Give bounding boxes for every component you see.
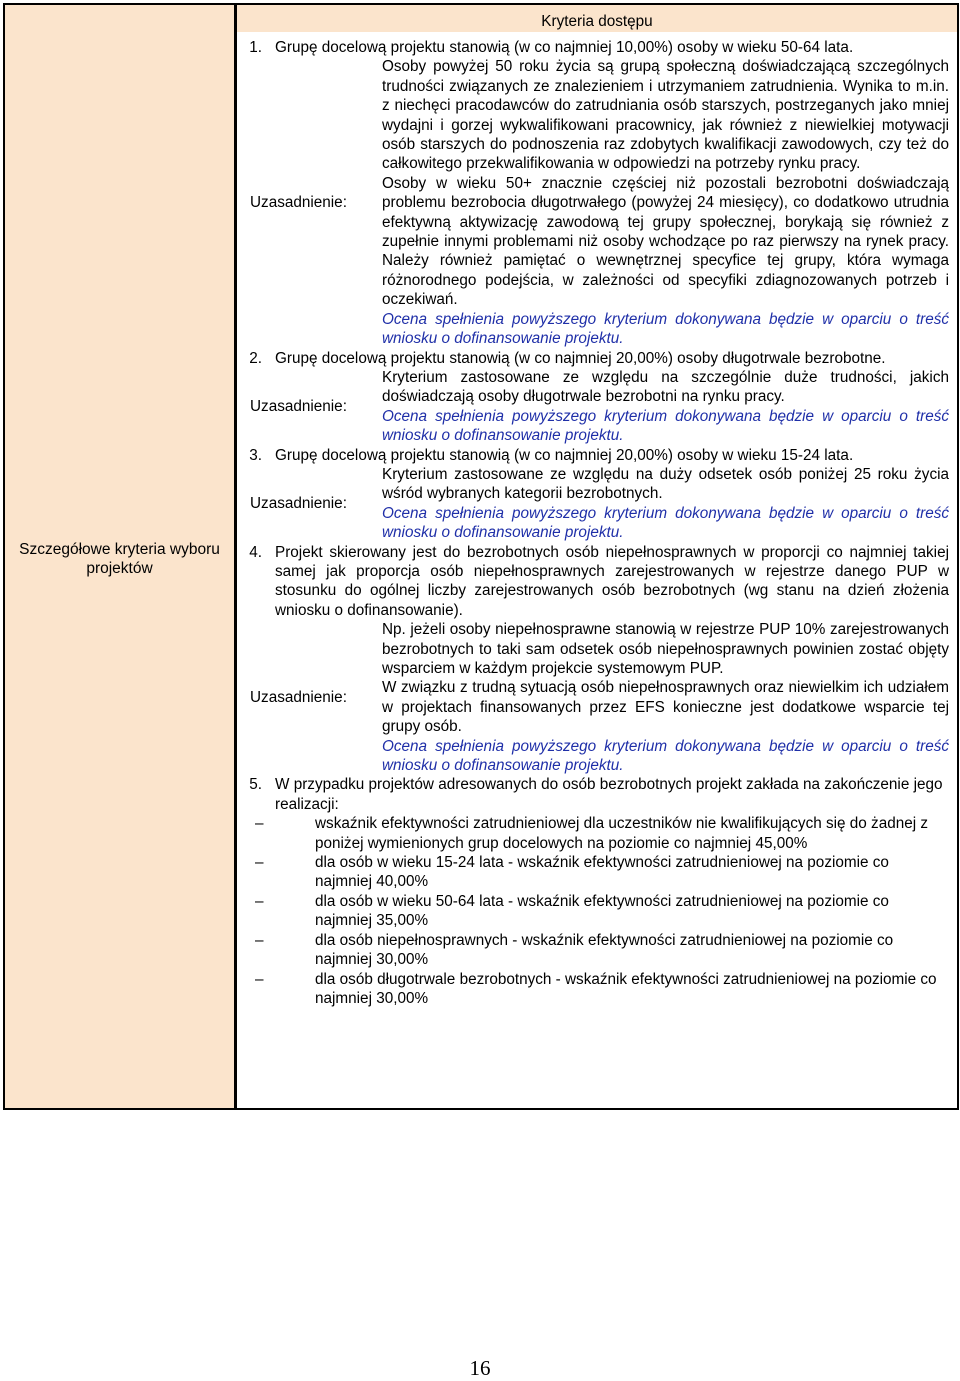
justification-label: Uzasadnienie: <box>250 194 347 212</box>
justification-label: Uzasadnienie: <box>250 398 347 416</box>
dash-bullet: – <box>255 854 264 872</box>
criteria-table <box>3 3 959 1110</box>
list-item <box>237 853 949 892</box>
justification-body <box>382 620 949 775</box>
evaluation-note: Ocena spełnienia powyższego kryterium dokonywana będzie w oparciu o treść wniosku o dofinansowanie projektu. <box>382 504 949 542</box>
criterion-item <box>249 775 949 814</box>
criteria-content <box>237 32 957 1008</box>
section-header: Kryteria dostępu <box>237 5 957 32</box>
list-item <box>237 892 949 931</box>
justification-paragraph: Kryterium zastosowane ze względu na szczególnie duże trudności, jakich doświadczają osoby długotrwale bezrobotni na rynku pracy. <box>382 368 949 406</box>
criterion-text: W przypadku projektów adresowanych do osób bezrobotnych projekt zakłada na zakończenie jego realizacji: <box>275 776 943 813</box>
criterion-text: Grupę docelową projektu stanowią (w co najmniej 20,00%) osoby w wieku 15-24 lata. <box>275 446 854 464</box>
evaluation-note: Ocena spełnienia powyższego kryterium dokonywana będzie w oparciu o treść wniosku o dofinansowanie projektu. <box>382 407 949 445</box>
justification-paragraph: W związku z trudną sytuacją osób niepełnosprawnych oraz niewielkim ich udziałem w projektach finansowanych przez EFS konieczne jest dodatkowe wsparcie tej grupy osób. <box>382 679 949 736</box>
justification-label: Uzasadnienie: <box>250 495 347 513</box>
dash-bullet: – <box>255 970 264 988</box>
criterion-number: 3. <box>249 446 262 464</box>
list-item-text: wskaźnik efektywności zatrudnieniowej dla uczestników nie kwalifikujących się do żadnej z poniżej wymienionych grup docelowych na poziomie co najmniej 45,00% <box>315 815 929 852</box>
page-number: 16 <box>469 1356 491 1380</box>
list-item-text: dla osób długotrwale bezrobotnych - wskaźnik efektywności zatrudnieniowej na poziomie co najmniej 30,00% <box>315 970 937 1007</box>
justification-body <box>382 465 949 543</box>
list-item-text: dla osób niepełnosprawnych - wskaźnik efektywności zatrudnieniowej na poziomie co najmniej 30,00% <box>315 931 894 969</box>
dash-bullet: – <box>255 892 264 910</box>
criterion-item <box>249 543 949 621</box>
criterion-text: Projekt skierowany jest do bezrobotnych osób niepełnosprawnych w proporcji co najmniej takiej samej jak proporcja osób niepełnosprawnych zarejestrowanych w rejestrze danego PUP w stosunku do ogólnej liczby zarejestrowanych osób bezrobotnych (wg stanu na dzień złożenia wniosku o dofinansowanie). <box>275 543 949 619</box>
criterion-number: 5. <box>249 776 262 794</box>
list-item-text: dla osób w wieku 50-64 lata - wskaźnik efektywności zatrudnieniowej na poziomie co najmniej 35,00% <box>315 892 889 930</box>
list-item <box>237 814 949 853</box>
row-header-cell <box>5 5 237 1108</box>
list-item-text: dla osób w wieku 15-24 lata - wskaźnik efektywności zatrudnieniowej na poziomie co najmniej 40,00% <box>315 854 889 891</box>
criterion-text: Grupę docelową projektu stanowią (w co najmniej 20,00%) osoby długotrwale bezrobotne. <box>275 349 886 367</box>
justification-block <box>250 465 949 543</box>
criterion-item <box>249 38 949 57</box>
criterion-item <box>249 349 949 368</box>
row-header-label: Szczegółowe kryteria wyboru projektów <box>19 540 220 577</box>
evaluation-note: Ocena spełnienia powyższego kryterium dokonywana będzie w oparciu o treść wniosku o dofinansowanie projektu. <box>382 310 949 348</box>
list-item <box>237 970 949 1009</box>
criterion-text: Grupę docelową projektu stanowią (w co najmniej 10,00%) osoby w wieku 50-64 lata. <box>275 39 854 56</box>
list-item <box>237 931 949 970</box>
justification-body <box>382 368 949 446</box>
indicator-list <box>237 814 949 1008</box>
justification-block <box>250 620 949 775</box>
justification-paragraph: Osoby w wieku 50+ znacznie częściej niż pozostali bezrobotni doświadczają problemu bezrobocia długotrwałego (powyżej 24 miesięcy), co dodatkowo utrudnia efektywną aktywizację zawodową tej grupy społecznej, borykają się również z zupełnie innymi problemami niż osoby wchodzące po raz pierwszy na rynek pracy. Należy również pamiętać o wewnętrznej specyfice tej grupy, która wymaga różnorodnego podejścia, w zależności od specyfiki zdiagnozowanych potrzeb i oczekiwań. <box>382 174 949 309</box>
criteria-cell <box>237 5 957 1108</box>
criterion-number: 4. <box>249 543 262 561</box>
justification-label: Uzasadnienie: <box>250 689 347 707</box>
dash-bullet: – <box>255 931 264 949</box>
criterion-number: 2. <box>249 349 262 367</box>
criterion-item <box>249 446 949 465</box>
justification-block <box>250 368 949 446</box>
justification-paragraph: Kryterium zastosowane ze względu na duży odsetek osób poniżej 25 roku życia wśród wybranych kategorii bezrobotnych. <box>382 465 949 503</box>
justification-paragraph: Osoby powyżej 50 roku życia są grupą społeczną doświadczającą szczególnych trudności związanych ze znalezieniem i utrzymaniem zatrudnienia. Wynika to m.in. z niechęci pracodawców do zatrudniania osób starszych, postrzeganych jako mniej wydajni i gorzej wykwalifikowani pracownicy, jak również z niewielkiej motywacji osób starszych do podnoszenia raz zdobytych kwalifikacji zawodowych, czy też do całkowitego przekwalifikowania w odpowiedzi na potrzeby rynku pracy. <box>382 58 949 173</box>
justification-body <box>382 57 949 348</box>
justification-block <box>250 57 949 348</box>
criterion-number: 1. <box>249 39 262 56</box>
justification-paragraph: Np. jeżeli osoby niepełnosprawne stanowią w rejestrze PUP 10% zarejestrowanych bezrobotnych to taki sam odsetek osób niepełnosprawnych powinien zostać objęty wsparciem w każdym projekcie systemowym PUP. <box>382 621 949 677</box>
evaluation-note: Ocena spełnienia powyższego kryterium dokonywana będzie w oparciu o treść wniosku o dofinansowanie projektu. <box>382 737 949 775</box>
dash-bullet: – <box>255 815 264 833</box>
